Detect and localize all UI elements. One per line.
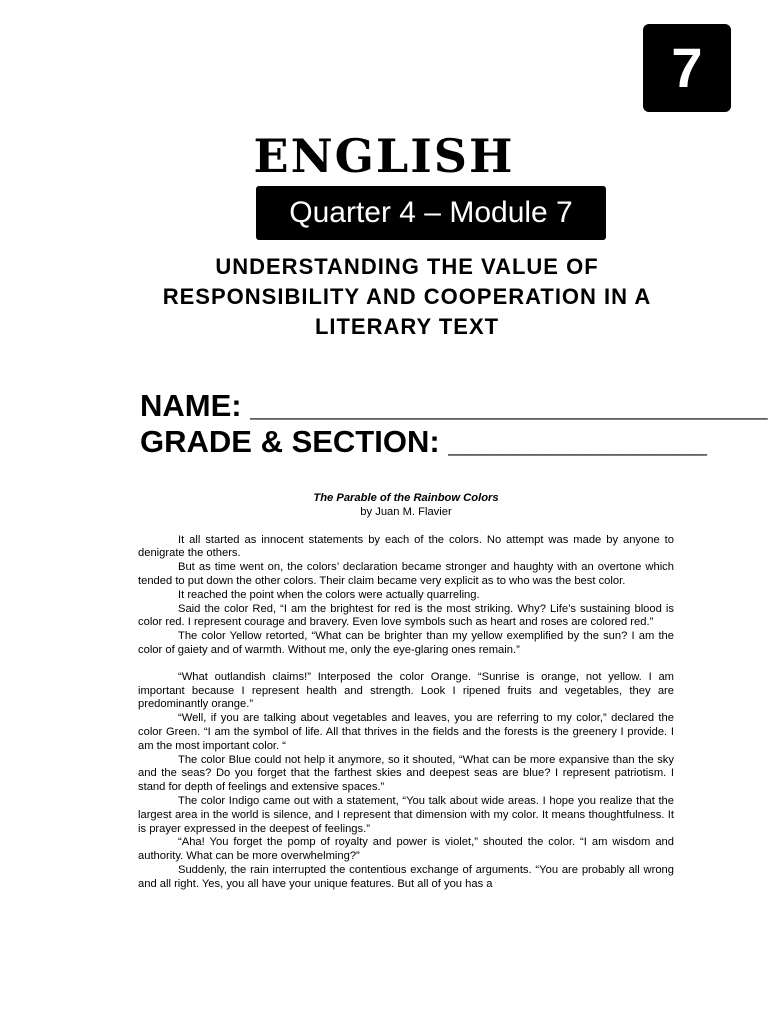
grade-section-field: GRADE & SECTION: _______________: [140, 424, 707, 459]
story-paragraph: It reached the point when the colors were actually quarreling.: [178, 588, 480, 601]
story: [138, 492, 674, 892]
module-title-line: LITERARY TEXT: [314, 314, 500, 339]
story-paragraph: “What outlandish claims!” Interposed the color Orange. “Sunrise is orange, not yellow. I am important because I represent health and strength. Look I ripened fruits and vegetables, they are predominantly orange.”: [138, 670, 674, 711]
story-paragraph: But as time went on, the colors’ declaration became stronger and haughty with an overtone which tended to put down the other colors. Their claim became very explicit as to who was the best color.: [138, 561, 674, 587]
story-author: by Juan M. Flavier: [360, 505, 452, 518]
module-title: [120, 252, 694, 342]
story-paragraph: Suddenly, the rain interrupted the contentious exchange of arguments. “You are probably all wrong and all right. Yes, you all have your unique features. But all of you has a: [138, 863, 674, 890]
subject-title: ENGLISH: [253, 129, 515, 183]
story-paragraph: Said the color Red, “I am the brightest for red is the most striking. Why? Life’s sustaining blood is color red. I represent courage and bravery. Even love symbols such as heart and roses are colored red.”: [138, 602, 674, 629]
module-label: Quarter 4 – Module 7: [256, 186, 606, 240]
grade-badge: 7: [643, 24, 731, 112]
story-paragraph: “Well, if you are talking about vegetables and leaves, you are referring to my color,” declared the color Green. “I am the symbol of life. All that thrives in the fields and the forests is the greenery I provide. I am the most important color. “: [138, 712, 674, 752]
story-paragraph: The color Indigo came out with a statement, “You talk about wide areas. I hope you realize that the largest area in the world is silence, and I represent that dimension with my color. It means thoughtfulness. It is prayer expressed in the deepest of feelings.”: [138, 794, 674, 835]
story-title: The Parable of the Rainbow Colors: [313, 492, 499, 504]
story-paragraph: “Aha! You forget the pomp of royalty and power is violet,” shouted the color. “I am wisdom and authority. What can be more overwhelming?”: [138, 836, 674, 863]
story-paragraph: The color Blue could not help it anymore, so it shouted, “What can be more expansive than the sky and the seas? Do you forget that the farthest skies and deepest seas are blue? I represent patriotism. I stand for depth of feelings and extensive spaces.”: [138, 753, 674, 794]
story-paragraph: It all started as innocent statements by each of the colors. No attempt was made by anyone to denigrate the others.: [138, 533, 674, 560]
module-title-line: RESPONSIBILITY AND COOPERATION IN A: [162, 284, 652, 309]
story-paragraph: The color Yellow retorted, “What can be brighter than my yellow exemplified by the sun? I am the color of gaiety and of warmth. Without me, only the eye-glaring ones remain.”: [138, 630, 674, 656]
name-field: NAME: ______________________________: [140, 388, 768, 423]
module-title-line: UNDERSTANDING THE VALUE OF: [215, 254, 599, 279]
